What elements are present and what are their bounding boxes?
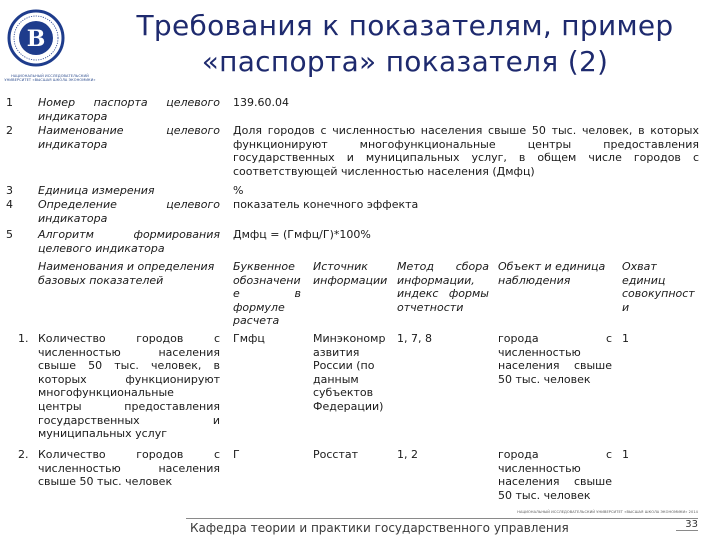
value-passport-number: 139.60.04: [233, 96, 289, 109]
label-definition: Определение целевого индикатора: [38, 198, 220, 225]
footer-divider: [186, 518, 698, 519]
page-title: [110, 8, 700, 80]
base-row-number: 1.: [18, 332, 29, 345]
logo-letter: В: [26, 26, 46, 52]
row-number: 1: [6, 96, 13, 109]
base-row-object: города с численностью населения свыше 50 тыс. человек: [498, 448, 612, 502]
value-algorithm: Дмфц = (Гмфц/Г)*100%: [233, 228, 371, 241]
row-number: 3: [6, 184, 13, 197]
label-unit: Единица измерения: [38, 184, 155, 197]
base-row-source: Минэкономр азвития России (по данным субъектов Федерации): [313, 332, 386, 413]
base-row-method: 1, 2: [397, 448, 418, 461]
header-object: Объект и единица наблюдения: [498, 260, 606, 287]
header-coverage: Охват единиц совокупност и: [622, 260, 695, 314]
title-line-1: Требования к показателям, пример: [136, 9, 674, 42]
base-row-name: Количество городов с численностью населения свыше 50 тыс. человек, в которых функционируют многофункциональные центры предоставления государственных и муниципальных услуг: [38, 332, 220, 441]
page-number-underline: [676, 530, 698, 531]
base-row-object: города с численностью населения свыше 50 тыс. человек: [498, 332, 612, 386]
footer-university: НАЦИОНАЛЬНЫЙ ИССЛЕДОВАТЕЛЬСКИЙ УНИВЕРСИТЕТ «ВЫСШАЯ ШКОЛА ЭКОНОМИКИ» 2014: [517, 510, 698, 514]
label-passport-number: Номер паспорта целевого индикатора: [38, 96, 220, 123]
header-source: Источник информации: [313, 260, 388, 287]
page-number: 33: [685, 519, 698, 530]
base-row-symbol: Г: [233, 448, 240, 461]
base-row-name: Количество городов с численностью населения свыше 50 тыс. человек: [38, 448, 220, 489]
base-row-source: Росстат: [313, 448, 359, 461]
logo-caption: НАЦИОНАЛЬНЫЙ ИССЛЕДОВАТЕЛЬСКИЙ УНИВЕРСИТЕТ «ВЫСШАЯ ШКОЛА ЭКОНОМИКИ»: [4, 74, 96, 82]
value-definition: показатель конечного эффекта: [233, 198, 419, 211]
base-row-coverage: 1: [622, 332, 629, 345]
value-unit: %: [233, 184, 244, 197]
header-method: Метод сбора информации, индекс формы отчетности: [397, 260, 489, 314]
footer-department: Кафедра теории и практики государственного управления: [190, 521, 569, 535]
header-name: Наименования и определения базовых показателей: [38, 260, 215, 287]
label-algorithm: Алгоритм формирования целевого индикатора: [38, 228, 220, 255]
header-symbol: Буквенное обозначени е в формуле расчета: [233, 260, 301, 328]
base-row-method: 1, 7, 8: [397, 332, 432, 345]
row-number: 2: [6, 124, 13, 137]
base-row-coverage: 1: [622, 448, 629, 461]
label-indicator-name: Наименование целевого индикатора: [38, 124, 220, 151]
value-indicator-name: Доля городов с численностью населения свыше 50 тыс. человек, в которых функционируют многофункциональные центры предоставления государственных и муниципальных услуг, в общем числе городов с соответствующей численностью населения (Дмфц): [233, 124, 699, 178]
row-number: 4: [6, 198, 13, 211]
base-row-number: 2.: [18, 448, 29, 461]
title-line-2: «паспорта» показателя (2): [201, 45, 609, 78]
row-number: 5: [6, 228, 13, 241]
base-row-symbol: Гмфц: [233, 332, 265, 345]
